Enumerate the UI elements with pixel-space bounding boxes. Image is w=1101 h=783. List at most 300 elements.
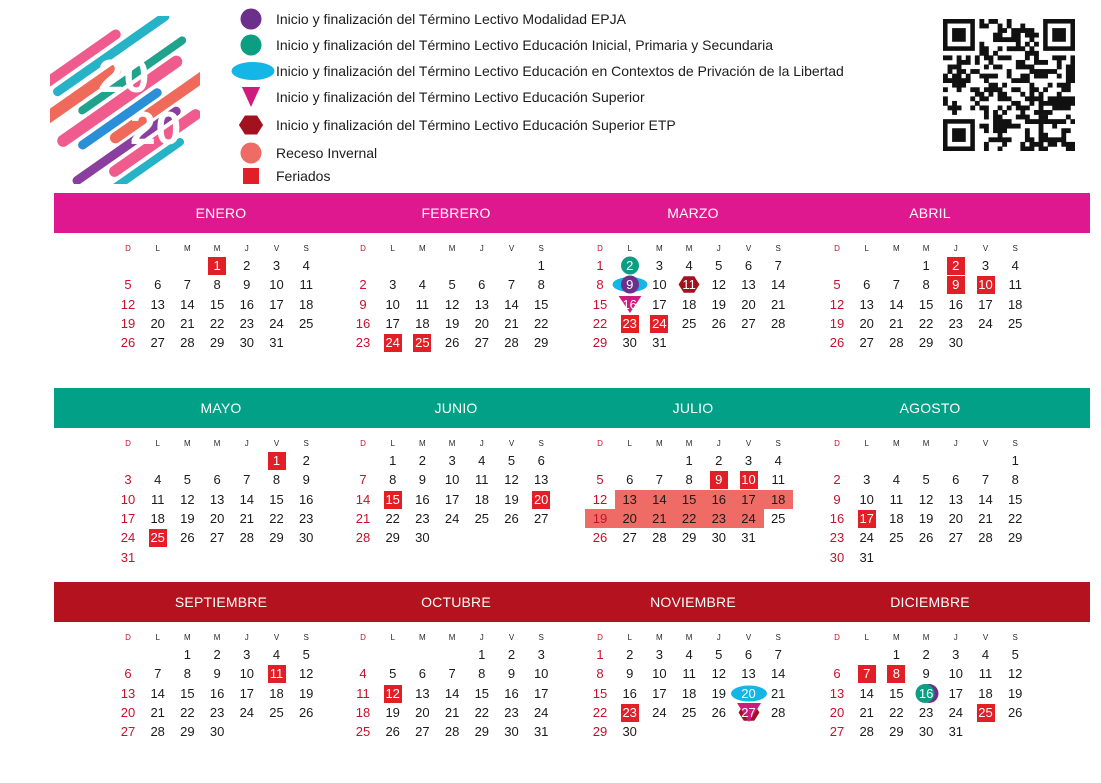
calendar-day [674, 490, 704, 509]
calendar-day [407, 722, 437, 741]
day-number: 1 [685, 453, 693, 468]
weekday-label: L [390, 633, 395, 642]
day-number: 24 [120, 530, 136, 546]
day-number: 1 [596, 647, 604, 662]
weekday-label: V [508, 633, 515, 642]
day-number: 8 [183, 666, 191, 682]
day-number: 9 [952, 277, 960, 293]
day-number: 2 [213, 647, 221, 662]
calendar-day [467, 684, 497, 703]
calendar-day [822, 703, 852, 722]
calendar-day [585, 256, 615, 275]
calendar-day [407, 509, 437, 528]
day-number: 30 [504, 724, 519, 740]
calendar-day [143, 703, 173, 722]
day-number: 17 [120, 510, 136, 526]
calendar-day [585, 470, 615, 489]
calendar-day [704, 314, 734, 333]
day-number: 4 [774, 453, 782, 468]
legend-text: Inicio y finalización del Término Lectivo Educación Inicial, Primaria y Secundaria [276, 37, 773, 53]
day-number: 11 [415, 296, 430, 312]
day-number: 11 [682, 666, 696, 682]
day-number: 13 [829, 685, 845, 701]
calendar-day [941, 295, 971, 314]
day-number: 12 [711, 277, 727, 293]
calendar-day [911, 490, 941, 509]
calendar-day [172, 333, 202, 352]
calendar-day [262, 509, 292, 528]
day-number: 27 [120, 724, 136, 740]
day-number: 9 [833, 491, 841, 507]
weekday-label: S [1012, 633, 1018, 642]
day-number: 17 [978, 296, 993, 312]
day-number: 20 [622, 510, 637, 526]
calendar-day [1000, 490, 1030, 509]
day-number: 2 [952, 258, 960, 273]
calendar-day [971, 664, 1001, 683]
calendar-day [674, 509, 704, 528]
day-number: 6 [744, 647, 753, 662]
calendar-day [911, 314, 941, 333]
calendar-day [202, 470, 232, 489]
calendar-day [497, 275, 527, 294]
calendar-day [881, 490, 911, 509]
calendar-day [644, 509, 674, 528]
calendar-day [232, 470, 262, 489]
day-number: 22 [209, 315, 225, 331]
calendar-day [202, 703, 232, 722]
calendar-day [143, 509, 173, 528]
day-number: 8 [213, 277, 221, 293]
day-number: 18 [889, 510, 904, 526]
day-number: 11 [150, 491, 165, 507]
calendar-day [852, 509, 882, 528]
day-number: 19 [1007, 685, 1023, 701]
day-number: 10 [652, 666, 667, 682]
legend-item [230, 34, 773, 56]
calendar-day [497, 722, 527, 741]
calendar-day [585, 684, 615, 703]
day-number: 23 [622, 315, 637, 331]
day-number: 1 [892, 647, 900, 662]
legend-text: Inicio y finalización del Término Lectivo Modalidad EPJA [276, 11, 626, 27]
calendar-day [941, 275, 971, 294]
calendar-day [378, 722, 408, 741]
calendar-day [291, 451, 321, 470]
day-number: 9 [626, 666, 634, 682]
day-number: 3 [389, 277, 397, 293]
calendar-day [497, 664, 527, 683]
calendar-day [644, 314, 674, 333]
calendar-day [202, 528, 232, 547]
day-number: 28 [978, 530, 993, 546]
day-number: 29 [180, 724, 195, 740]
calendar-day [378, 333, 408, 352]
calendar-day [113, 490, 143, 509]
calendar-day [467, 645, 497, 664]
weekday-label: L [627, 244, 632, 253]
day-number: 26 [180, 530, 195, 546]
calendar-day [407, 295, 437, 314]
month-label: NOVIEMBRE [650, 594, 736, 610]
day-number: 4 [418, 277, 426, 293]
calendar-day [467, 722, 497, 741]
day-number: 24 [741, 510, 756, 526]
day-number: 29 [474, 724, 490, 740]
day-number: 9 [359, 296, 367, 312]
calendar-day [291, 509, 321, 528]
calendar-day [348, 664, 378, 683]
day-number: 17 [239, 685, 255, 701]
calendar-day [172, 528, 202, 547]
calendar-day [262, 645, 292, 664]
day-number: 19 [385, 704, 400, 720]
day-number: 4 [359, 666, 367, 682]
day-number: 18 [355, 704, 371, 720]
day-number: 5 [183, 472, 191, 488]
calendar-day [467, 314, 497, 333]
day-number: 11 [475, 472, 489, 488]
weekday-label: M [419, 244, 426, 253]
logo-year-top: 20 [98, 50, 150, 102]
calendar-day [291, 645, 321, 664]
day-number: 22 [533, 315, 549, 331]
calendar-day [971, 314, 1001, 333]
calendar-day [822, 470, 852, 489]
day-number: 23 [918, 704, 934, 720]
day-number: 17 [948, 685, 964, 701]
day-number: 30 [298, 530, 314, 546]
calendar-day [881, 664, 911, 683]
calendar-day [585, 703, 615, 722]
calendar-day [437, 451, 467, 470]
day-number: 29 [681, 530, 697, 546]
day-number: 19 [592, 510, 608, 526]
weekday-label: L [864, 439, 869, 448]
day-number: 14 [180, 296, 195, 312]
calendar-day [615, 314, 645, 333]
day-number: 26 [1007, 704, 1023, 720]
day-number: 21 [889, 315, 904, 331]
day-number: 16 [829, 510, 845, 526]
calendar-day [881, 509, 911, 528]
day-number: 3 [863, 472, 871, 488]
day-number: 30 [918, 724, 934, 740]
calendar-day [674, 664, 704, 683]
day-number: 7 [507, 277, 516, 293]
calendar-day [143, 470, 173, 489]
weekday-label: V [508, 439, 515, 448]
calendar-day [585, 664, 615, 683]
calendar-day [378, 528, 408, 547]
day-number: 14 [978, 491, 993, 507]
day-number: 6 [744, 258, 753, 273]
day-number: 13 [741, 277, 756, 293]
calendar-day [378, 703, 408, 722]
calendar-day [262, 295, 292, 314]
weekday-label: M [685, 244, 693, 253]
calendar-day [822, 722, 852, 741]
day-number: 24 [859, 530, 874, 546]
calendar-day [143, 295, 173, 314]
calendar-day [202, 295, 232, 314]
day-number: 23 [948, 315, 964, 331]
day-number: 2 [626, 258, 634, 273]
calendar-day [911, 275, 941, 294]
day-number: 11 [978, 666, 993, 682]
weekday-label: M [685, 439, 693, 448]
calendar-day [644, 275, 674, 294]
month-label: SEPTIEMBRE [174, 594, 268, 610]
calendar-day [881, 333, 911, 352]
calendar-day [378, 684, 408, 703]
calendar-day [202, 722, 232, 741]
day-number: 25 [1007, 315, 1023, 331]
calendar-day [172, 722, 202, 741]
calendar-day [113, 684, 143, 703]
calendar-day [941, 703, 971, 722]
day-number: 16 [711, 491, 727, 507]
day-number: 15 [269, 491, 284, 507]
calendar-day [704, 703, 734, 722]
calendar-day [407, 275, 437, 294]
day-number: 1 [478, 647, 486, 662]
calendar-day [348, 703, 378, 722]
day-number: 24 [978, 315, 993, 331]
day-number: 7 [863, 666, 871, 682]
day-number: 25 [150, 530, 165, 546]
day-number: 23 [355, 335, 371, 351]
calendar-day [348, 528, 378, 547]
calendar-day [407, 684, 437, 703]
day-number: 19 [829, 315, 845, 331]
day-number: 24 [269, 315, 284, 331]
calendar-day [941, 314, 971, 333]
weekday-label: V [982, 244, 989, 253]
day-number: 1 [272, 453, 281, 468]
calendar-day [615, 528, 645, 547]
day-number: 17 [741, 491, 756, 507]
day-number: 25 [298, 315, 314, 331]
day-number: 16 [415, 491, 430, 507]
calendar-day [585, 645, 615, 664]
calendar-day [172, 664, 202, 683]
day-number: 31 [120, 549, 136, 565]
weekday-label: L [864, 244, 869, 253]
calendar-day [644, 645, 674, 664]
calendar-day [113, 275, 143, 294]
calendar-day [172, 295, 202, 314]
calendar-day [704, 490, 734, 509]
day-number: 26 [829, 335, 845, 351]
calendar-day [467, 490, 497, 509]
day-number: 12 [592, 491, 608, 507]
day-number: 24 [652, 704, 667, 720]
weekday-label: V [745, 244, 752, 253]
calendar-day [291, 470, 321, 489]
calendar-day [437, 722, 467, 741]
calendar-day [497, 645, 527, 664]
calendar-day [1000, 275, 1030, 294]
calendar-day [202, 314, 232, 333]
day-number: 22 [889, 704, 904, 720]
day-number: 6 [863, 277, 871, 293]
weekday-label: J [953, 439, 958, 448]
calendar-day [407, 664, 437, 683]
legend-text: Receso Invernal [276, 145, 378, 161]
calendar-day [971, 703, 1001, 722]
weekday-label: J [953, 244, 958, 253]
legend-text: Inicio y finalización del Término Lectivo Educación en Contextos de Privación de la Libertad [276, 63, 844, 79]
day-number: 14 [504, 296, 519, 312]
year-2020-logo [50, 16, 200, 184]
month-label: DICIEMBRE [890, 594, 970, 610]
day-number: 13 [622, 491, 637, 507]
month-label: MAYO [200, 400, 242, 416]
calendar-day [852, 722, 882, 741]
weekday-label: M [922, 633, 930, 642]
red-square-icon [230, 165, 276, 187]
calendar-day [113, 528, 143, 547]
calendar-day [172, 314, 202, 333]
calendar-day [232, 275, 262, 294]
calendar-day [585, 333, 615, 352]
day-number: 10 [120, 491, 136, 507]
calendar-day [911, 509, 941, 528]
calendar-day [615, 275, 645, 294]
calendar-day [348, 722, 378, 741]
calendar-day [526, 256, 556, 275]
day-number: 20 [948, 510, 964, 526]
day-number: 10 [859, 491, 874, 507]
calendar-day [822, 275, 852, 294]
day-number: 31 [741, 530, 756, 546]
day-number: 8 [596, 277, 604, 293]
day-number: 1 [389, 453, 397, 468]
month-label: ABRIL [909, 205, 951, 221]
calendar-day [497, 295, 527, 314]
calendar-day [971, 509, 1001, 528]
calendar-day [941, 722, 971, 741]
calendar-day [262, 451, 292, 470]
weekday-label: D [125, 439, 131, 448]
calendar-day [172, 275, 202, 294]
day-number: 3 [655, 258, 663, 273]
calendar-day [526, 295, 556, 314]
weekday-label: D [834, 633, 840, 642]
day-number: 4 [981, 647, 990, 662]
day-number: 15 [1007, 491, 1023, 507]
calendar-day [202, 490, 232, 509]
calendar-day [232, 490, 262, 509]
calendar-day [497, 314, 527, 333]
day-number: 17 [859, 510, 874, 526]
calendar-day [644, 490, 674, 509]
weekday-label: J [479, 633, 484, 642]
day-number: 10 [978, 277, 993, 293]
day-number: 22 [918, 315, 934, 331]
calendar-day [143, 333, 173, 352]
day-number: 9 [626, 277, 634, 293]
day-number: 28 [770, 315, 786, 331]
calendar-day [262, 275, 292, 294]
day-number: 14 [150, 685, 165, 701]
day-number: 15 [474, 685, 490, 701]
calendar-day [941, 509, 971, 528]
day-number: 26 [711, 315, 727, 331]
day-number: 10 [948, 666, 964, 682]
day-number: 24 [239, 704, 255, 720]
day-number: 14 [770, 666, 786, 682]
calendar-day [232, 295, 262, 314]
calendar-day [497, 451, 527, 470]
calendar-day [113, 314, 143, 333]
calendar-day [615, 470, 645, 489]
day-number: 12 [444, 296, 460, 312]
day-number: 31 [269, 335, 284, 351]
calendar-day [674, 684, 704, 703]
day-number: 28 [355, 530, 371, 546]
day-number: 30 [239, 335, 255, 351]
calendar-day [407, 703, 437, 722]
day-number: 7 [243, 472, 251, 488]
day-number: 11 [889, 491, 904, 507]
calendar-day [291, 664, 321, 683]
day-number: 20 [741, 685, 756, 701]
calendar-day [497, 490, 527, 509]
day-number: 11 [771, 472, 785, 488]
day-number: 9 [507, 666, 516, 682]
calendar-day [763, 256, 793, 275]
calendar-day [262, 470, 292, 489]
calendar-day [526, 275, 556, 294]
day-number: 5 [507, 453, 516, 468]
day-number: 28 [444, 724, 460, 740]
day-number: 6 [124, 666, 132, 682]
calendar-day [971, 684, 1001, 703]
day-number: 6 [154, 277, 162, 293]
weekday-label: S [303, 244, 309, 253]
day-number: 14 [355, 491, 371, 507]
day-number: 5 [389, 666, 397, 682]
day-number: 12 [298, 666, 314, 682]
day-number: 3 [981, 258, 990, 273]
calendar-day [526, 664, 556, 683]
day-number: 9 [302, 472, 310, 488]
day-number: 27 [209, 530, 225, 546]
weekday-label: M [893, 633, 900, 642]
day-number: 11 [269, 666, 284, 682]
day-number: 6 [952, 472, 960, 488]
weekday-label: L [155, 439, 160, 448]
day-number: 1 [213, 258, 221, 273]
day-number: 29 [269, 530, 284, 546]
day-number: 25 [681, 315, 697, 331]
day-number: 26 [592, 530, 608, 546]
calendar-day [852, 333, 882, 352]
weekday-label: V [508, 244, 515, 253]
weekday-label: M [419, 633, 426, 642]
day-number: 18 [681, 685, 697, 701]
calendar-day [262, 703, 292, 722]
calendar-day [526, 490, 556, 509]
qr-code [943, 19, 1075, 151]
calendar-day [262, 664, 292, 683]
weekday-label: S [775, 439, 781, 448]
weekday-label: M [448, 439, 456, 448]
day-number: 30 [711, 530, 727, 546]
calendar-day [911, 470, 941, 489]
